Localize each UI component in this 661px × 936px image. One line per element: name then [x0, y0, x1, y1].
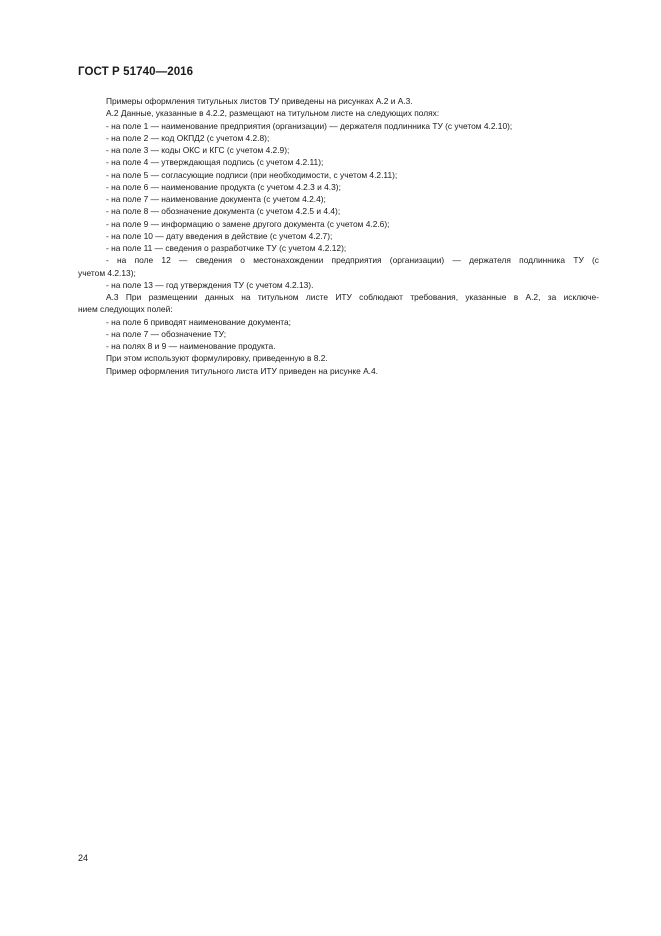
clause-a3: А.3 При размещении данных на титульном листе ИТУ соблюдают требования, указанные в А.2, за исключе-	[106, 292, 599, 302]
list-item-field-8: - на поле 8 — обозначение документа (с учетом 4.2.5 и 4.4);	[106, 206, 341, 217]
clause-a2: А.2 Данные, указанные в 4.2.2, размещают на титульном листе на следующих полях:	[106, 108, 440, 119]
paragraph-example-itu: Пример оформления титульного листа ИТУ приведен на рисунке А.4.	[106, 365, 378, 376]
page-number: 24	[78, 853, 89, 863]
list-item-field-10: - на поле 10 — дату введения в действие (с учетом 4.2.7);	[106, 230, 333, 241]
list-item-field-1: - на поле 1 — наименование предприятия (организации) — держателя подлинника ТУ (с учетом 4.2.10);	[106, 120, 513, 131]
list-item-field-3: - на поле 3 — коды ОКС и КГС (с учетом 4.2.9);	[106, 145, 290, 155]
paragraph-examples: Примеры оформления титульных листов ТУ приведены на рисунках А.2 и А.3.	[106, 96, 413, 106]
list-item-itu-field-6: - на поле 6 приводят наименование документа;	[106, 316, 291, 327]
document-body	[78, 95, 599, 377]
document-header: ГОСТ Р 51740—2016	[78, 66, 194, 78]
list-item-field-4: - на поле 4 — утверждающая подпись (с учетом 4.2.11);	[106, 157, 324, 168]
clause-a3-cont: нием следующих полей:	[78, 304, 173, 315]
list-item-field-12-cont: учетом 4.2.13);	[78, 267, 136, 278]
list-item-field-12: - на поле 12 — сведения о местонахождении предприятия (организации) — держателя подлинника ТУ (с	[106, 255, 599, 266]
list-item-field-5: - на поле 5 — согласующие подписи (при необходимости, с учетом 4.2.11);	[106, 169, 398, 180]
list-item-field-6: - на поле 6 — наименование продукта (с учетом 4.2.3 и 4.3);	[106, 181, 341, 192]
list-item-field-2: - на поле 2 — код ОКПД2 (с учетом 4.2.8);	[106, 132, 270, 143]
list-item-itu-fields-8-9: - на полях 8 и 9 — наименование продукта.	[106, 341, 276, 351]
list-item-itu-field-7: - на поле 7 — обозначение ТУ;	[106, 328, 227, 339]
list-item-field-9: - на поле 9 — информацию о замене другого документа (с учетом 4.2.6);	[106, 218, 390, 229]
list-item-field-13: - на поле 13 — год утверждения ТУ (с учетом 4.2.13).	[106, 279, 314, 290]
list-item-field-7: - на поле 7 — наименование документа (с учетом 4.2.4);	[106, 194, 326, 204]
list-item-field-11: - на поле 11 — сведения о разработчике ТУ (с учетом 4.2.12);	[106, 243, 347, 253]
paragraph-formulation: При этом используют формулировку, приведенную в 8.2.	[106, 353, 328, 364]
